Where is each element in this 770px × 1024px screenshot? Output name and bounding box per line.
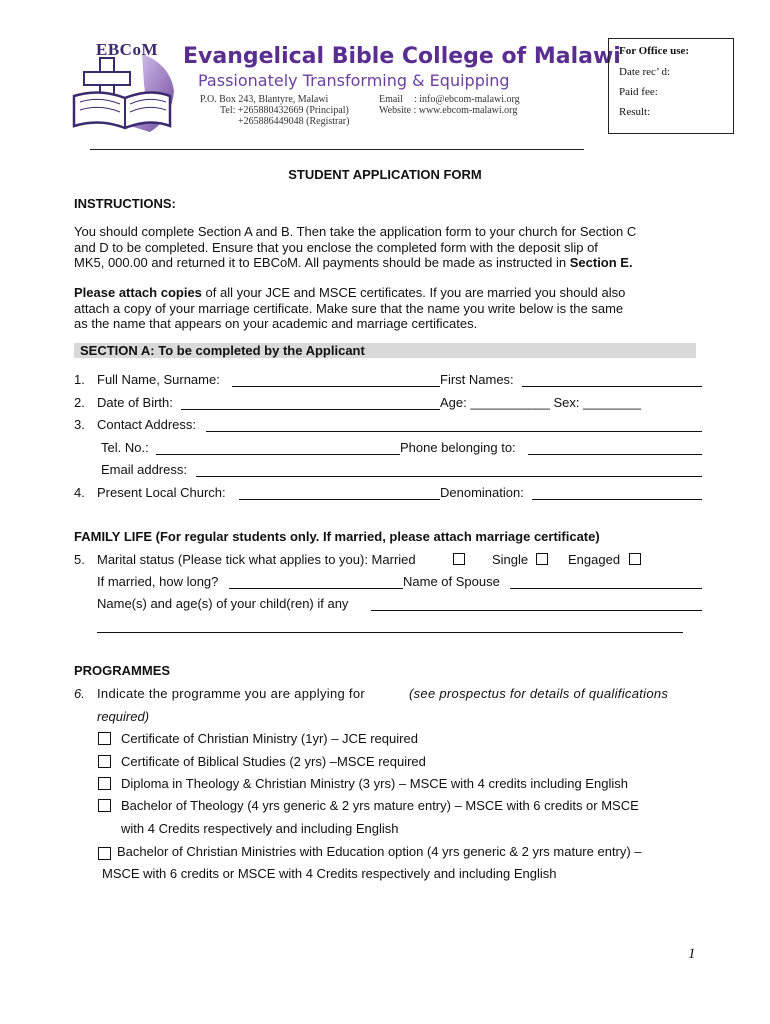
marital-status-label: Marital status (Please tick what applies to you): Married xyxy=(97,552,416,567)
programmes-heading: PROGRAMMES xyxy=(74,663,171,678)
full-name-row xyxy=(74,372,704,390)
po-box: P.O. Box 243, Blantyre, Malawi xyxy=(200,94,329,105)
spouse-name-label: Name of Spouse xyxy=(403,574,500,589)
website: Website : www.ebcom-malawi.org xyxy=(379,105,518,116)
question-number: 3. xyxy=(74,417,85,432)
date-of-birth-field[interactable] xyxy=(181,395,440,410)
engaged-checkbox[interactable] xyxy=(629,553,641,565)
section-e-reference: Section E. xyxy=(569,255,633,270)
denomination-field[interactable] xyxy=(532,485,702,500)
phone-belonging-field[interactable] xyxy=(528,440,702,455)
local-church-label: Present Local Church: xyxy=(97,485,226,500)
single-label: Single xyxy=(492,552,529,567)
surname-label: Full Name, Surname: xyxy=(97,372,220,387)
programme-option-3 xyxy=(74,776,704,794)
local-church-row xyxy=(74,485,704,503)
programme-option-label: Bachelor of Theology (4 yrs generic & 2 yrs mature entry) – MSCE with 6 credits or MSCE xyxy=(121,798,639,813)
form-title: STUDENT APPLICATION FORM xyxy=(288,167,482,182)
email-row xyxy=(74,462,704,480)
question-number: 6. xyxy=(74,686,85,701)
marital-status-row xyxy=(74,552,704,570)
programme-option-label: Bachelor of Christian Ministries with Education option (4 yrs generic & 2 yrs mature entry) – xyxy=(117,844,642,859)
question-number: 5. xyxy=(74,552,85,567)
question-number: 4. xyxy=(74,485,85,500)
how-long-field[interactable] xyxy=(229,574,403,589)
programme-checkbox[interactable] xyxy=(98,755,111,768)
instructions-paragraph-2 xyxy=(74,285,704,332)
programme-option-4 xyxy=(74,798,704,816)
tel-principal: Tel: +265880432669 (Principal) xyxy=(220,105,349,116)
college-abbreviation: EBCoM xyxy=(96,40,158,59)
header-divider xyxy=(90,149,584,150)
denomination-label: Denomination: xyxy=(440,485,524,500)
programme-option-label: Diploma in Theology & Christian Ministry (3 yrs) – MSCE with 4 credits including English xyxy=(121,776,628,791)
married-checkbox[interactable] xyxy=(453,553,465,565)
children-label: Name(s) and age(s) of your child(ren) if any xyxy=(97,596,349,611)
phone-belonging-label: Phone belonging to: xyxy=(400,440,516,455)
programme-option-5-continued xyxy=(74,866,704,884)
family-life-heading: FAMILY LIFE (For regular students only. If married, please attach marriage certificate) xyxy=(74,529,600,544)
programme-option-label: Certificate of Christian Ministry (1yr) – JCE required xyxy=(121,731,418,746)
attach-copies-emphasis: Please attach copies xyxy=(74,285,202,300)
question-number: 2. xyxy=(74,395,85,410)
marriage-details-row xyxy=(74,574,704,592)
instructions-line xyxy=(74,285,704,301)
instructions-line: You should complete Section A and B. Then take the application form to your church for Section C xyxy=(74,224,637,239)
tel-no-label: Tel. No.: xyxy=(101,440,149,455)
programme-checkbox[interactable] xyxy=(98,799,111,812)
contact-address-field[interactable] xyxy=(206,417,702,432)
office-date-received: Date rec’ d: xyxy=(619,66,671,78)
programme-option-label: MSCE with 6 credits or MSCE with 4 Credits respectively and including English xyxy=(102,866,557,881)
instructions-paragraph-1 xyxy=(74,224,704,271)
programme-question-row xyxy=(74,686,704,704)
office-use-title: For Office use: xyxy=(619,45,690,57)
programme-option-1 xyxy=(74,731,704,749)
telephone-row xyxy=(74,440,704,458)
instructions-text: of all your JCE and MSCE certificates. If you are married you should also xyxy=(201,285,626,300)
engaged-label: Engaged xyxy=(568,552,621,567)
prospectus-note: (see prospectus for details of qualifications xyxy=(409,686,669,701)
prospectus-note-continued: required) xyxy=(97,709,150,724)
instructions-text: MK5, 000.00 and returned it to EBCoM. All payments should be made as instructed in xyxy=(74,255,570,270)
contact-address-row xyxy=(74,417,704,435)
programme-option-label: with 4 Credits respectively and including English xyxy=(121,821,399,836)
date-of-birth-row xyxy=(74,395,704,413)
programme-checkbox[interactable] xyxy=(98,777,111,790)
email-label: Email xyxy=(379,94,403,105)
programme-checkbox[interactable] xyxy=(98,847,111,860)
office-use-box xyxy=(608,38,734,134)
office-paid-fee: Paid fee: xyxy=(619,86,658,98)
question-number: 1. xyxy=(74,372,85,387)
first-names-label: First Names: xyxy=(440,372,514,387)
programme-option-label: Certificate of Biblical Studies (2 yrs) –MSCE required xyxy=(121,754,426,769)
spouse-name-field[interactable] xyxy=(510,574,702,589)
tel-no-field[interactable] xyxy=(156,440,400,455)
children-row xyxy=(74,596,704,614)
page-number: 1 xyxy=(688,946,696,962)
age-sex-fields[interactable]: Age: ___________ Sex: ________ xyxy=(440,395,641,410)
college-tagline: Passionately Transforming & Equipping xyxy=(198,71,510,90)
office-result: Result: xyxy=(619,106,651,118)
contact-address-label: Contact Address: xyxy=(97,417,196,432)
surname-field[interactable] xyxy=(232,372,440,387)
how-long-label: If married, how long? xyxy=(97,574,219,589)
children-field[interactable] xyxy=(371,596,702,611)
instructions-line: as the name that appears on your academic and marriage certificates. xyxy=(74,316,478,331)
instructions-line: attach a copy of your marriage certificate. Make sure that the name you write below is the same xyxy=(74,300,624,316)
email-address-field[interactable] xyxy=(196,462,702,477)
programme-option-5 xyxy=(74,844,704,862)
instructions-heading: INSTRUCTIONS: xyxy=(74,196,176,211)
local-church-field[interactable] xyxy=(239,485,440,500)
programme-checkbox[interactable] xyxy=(98,732,111,745)
instructions-line xyxy=(74,255,704,271)
email-address-label: Email address: xyxy=(101,462,187,477)
programme-question-text: Indicate the programme you are applying for xyxy=(97,686,365,701)
children-row-continued xyxy=(74,619,704,637)
children-field-line-2[interactable] xyxy=(97,619,683,633)
programme-option-2 xyxy=(74,754,704,772)
programme-option-4-continued xyxy=(74,821,704,839)
date-of-birth-label: Date of Birth: xyxy=(97,395,173,410)
first-names-field[interactable] xyxy=(522,372,702,387)
single-checkbox[interactable] xyxy=(536,553,548,565)
instructions-line: and D to be completed. Ensure that you enclose the completed form with the deposit slip of xyxy=(74,239,598,255)
college-name: Evangelical Bible College of Malawi xyxy=(183,44,621,69)
tel-registrar: +265886449048 (Registrar) xyxy=(238,116,350,127)
email-value: : info@ebcom-malawi.org xyxy=(414,94,520,105)
section-a-heading: SECTION A: To be completed by the Applicant xyxy=(74,343,696,358)
